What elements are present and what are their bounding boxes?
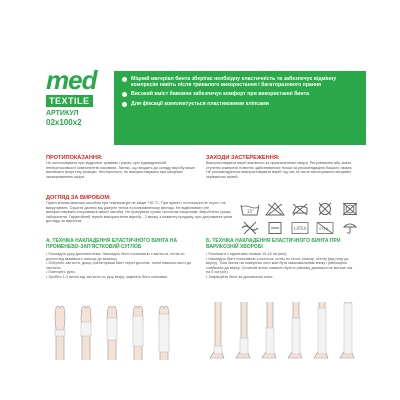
dry-flat-icon <box>264 220 286 236</box>
section-a <box>46 238 196 280</box>
contraindications-block <box>46 155 196 179</box>
feature-text: Високий вміст бавовни забезпечує комфорт при використанні бинта <box>131 91 310 98</box>
latex-icon <box>289 220 311 236</box>
section-a-step: • Повторіть рухи. <box>46 270 76 275</box>
section-b <box>206 238 356 280</box>
svg-text:35°: 35° <box>247 209 255 214</box>
section-b-step: • Накладіть бинт починаючи з кісточок, потім по стопі, гомілці, стегну (від низу до верху). Тиск бинта на поверхню ноги має бути максимальним знизу і рівномірно слабшати до верху. Останній виток повинен бути в рівному діапазоні не менше ніж на 5 см (cm). <box>206 256 353 275</box>
article-label: АРТИКУЛ <box>46 110 79 117</box>
section-a-step: • Оберніть зап'ястя, дещо розтягнувши бинт через долоню, потім навколо кисті до зап'ястя. <box>46 261 192 270</box>
hand-step-4-illustration <box>126 300 150 362</box>
care-title: ДОГЛЯД ЗА ВИРОБОМ: <box>46 195 111 201</box>
logo-textile-text: TEXTILE <box>46 95 93 107</box>
hand-wash-icon <box>239 201 261 217</box>
svg-text:STER: STER <box>319 227 329 231</box>
non-sterile-icon <box>314 220 336 236</box>
no-iron-icon <box>289 201 311 217</box>
section-b-step: • Зафіксуйте бинт за допомогою кліпс. <box>206 274 274 279</box>
leg-step-6-illustration <box>336 300 360 362</box>
hand-step-5-illustration <box>152 300 176 362</box>
no-bleach-icon <box>264 201 286 217</box>
section-a-step: • Покладіть руку долонею вниз. Накладіть бинт починаючи з зап'ястя, потім по долоні від вказівного пальця до мізинця. <box>46 252 185 261</box>
logo-med-text: med <box>46 65 97 95</box>
no-dryclean-icon <box>314 201 336 217</box>
feature-text: Для фіксації комплектується пластиковими кліпсами <box>131 100 270 107</box>
hand-step-1-illustration <box>48 300 72 362</box>
brand-logo <box>46 65 97 109</box>
warnings-block <box>206 155 356 179</box>
leg-step-3-illustration <box>258 300 282 362</box>
hand-figures <box>48 300 176 362</box>
bullet-icon <box>122 102 127 107</box>
section-b-title: Б. ТЕХНІКА НАКЛАДЕННЯ ЕЛАСТИЧНОГО БИНТА ПРИ ВАРИКОЗНІЙ ХВОРОБІ <box>206 238 341 250</box>
package-sheet <box>34 55 366 365</box>
svg-text:LATEX: LATEX <box>294 226 307 231</box>
feature-text: Міцний матеріал бинта зберігає необхідну еластичність та забезпечує відмінну компресію навіть після тривалого використання і багаторазового прання <box>131 76 337 89</box>
no-tumble-dry-icon <box>339 201 361 217</box>
leg-step-1-illustration <box>206 300 230 362</box>
leg-step-5-illustration <box>310 300 334 362</box>
bullet-icon <box>122 77 127 82</box>
feature-item <box>122 76 358 88</box>
care-block <box>46 195 236 224</box>
article-value: 02x100x2 <box>46 118 82 127</box>
leg-step-2-illustration <box>232 300 256 362</box>
features-banner <box>114 71 366 145</box>
hand-step-3-illustration <box>100 300 124 362</box>
no-wring-icon <box>239 220 261 236</box>
care-icons-grid <box>239 201 363 236</box>
keep-dry-icon <box>339 220 361 236</box>
feature-item <box>122 101 358 107</box>
section-a-title: А. ТЕХНІКА НАКЛАДЕННЯ ЕЛАСТИЧНОГО БИНТА НА ПРОМЕНЕВО-ЗАП'ЯСТКОВИЙ СУГЛОБ <box>46 238 178 250</box>
section-b-step: • Полежати з піднятими ногами 10-15 хв (min). <box>206 252 288 256</box>
leg-figures <box>206 300 360 362</box>
section-a-step: • Зробіть 1-2 витки від зап'ястя по руці вгору, закріпіть бинт кліпсами. <box>46 274 168 279</box>
warnings-text: Використовувати виріб виключно за призначенням лікаря. Регулювання або зміна ступеню компресії повинно здійснюватися тільки за рекомендацією Вашого лікаря. Не рекомендується використовувати виріб під час та після застосування місцевих зігріваючих мазей. <box>206 161 353 179</box>
warnings-title: ЗАХОДИ ЗАСТЕРЕЖЕННЯ: <box>206 155 280 161</box>
contraindications-text: Не застосовувати при відкритих травмах і ранах, при індивідуальній непереносимості компонентів сировини. Латекс, що входить до складу виробу може викликати алергічну реакцію. Нестерильно, не використовувати при місцевих захворюваннях шкіри. <box>46 161 195 179</box>
feature-item <box>122 91 358 97</box>
care-text: Прати м'яким миючим засобом при температурі не вище +35 °С. При пранні і полосканні не терти і не викручувати. Сушити далеко від джерел тепла в розправленому вигляді. Не відбілювати (не використовувати хлоровмісні миючі засоби). Не прасувати сухим і вологим чищенням. Вироблено сушка заборонена. Гарантійний термін використання виробу - 2 місяці з моменту продажу, при дотриманні умов догляду за виробом. <box>46 201 233 224</box>
contraindications-title: ПРОТИПОКАЗАННЯ: <box>46 155 103 161</box>
leg-step-4-illustration <box>284 300 308 362</box>
bullet-icon <box>122 92 127 97</box>
hand-step-2-illustration <box>74 300 98 362</box>
